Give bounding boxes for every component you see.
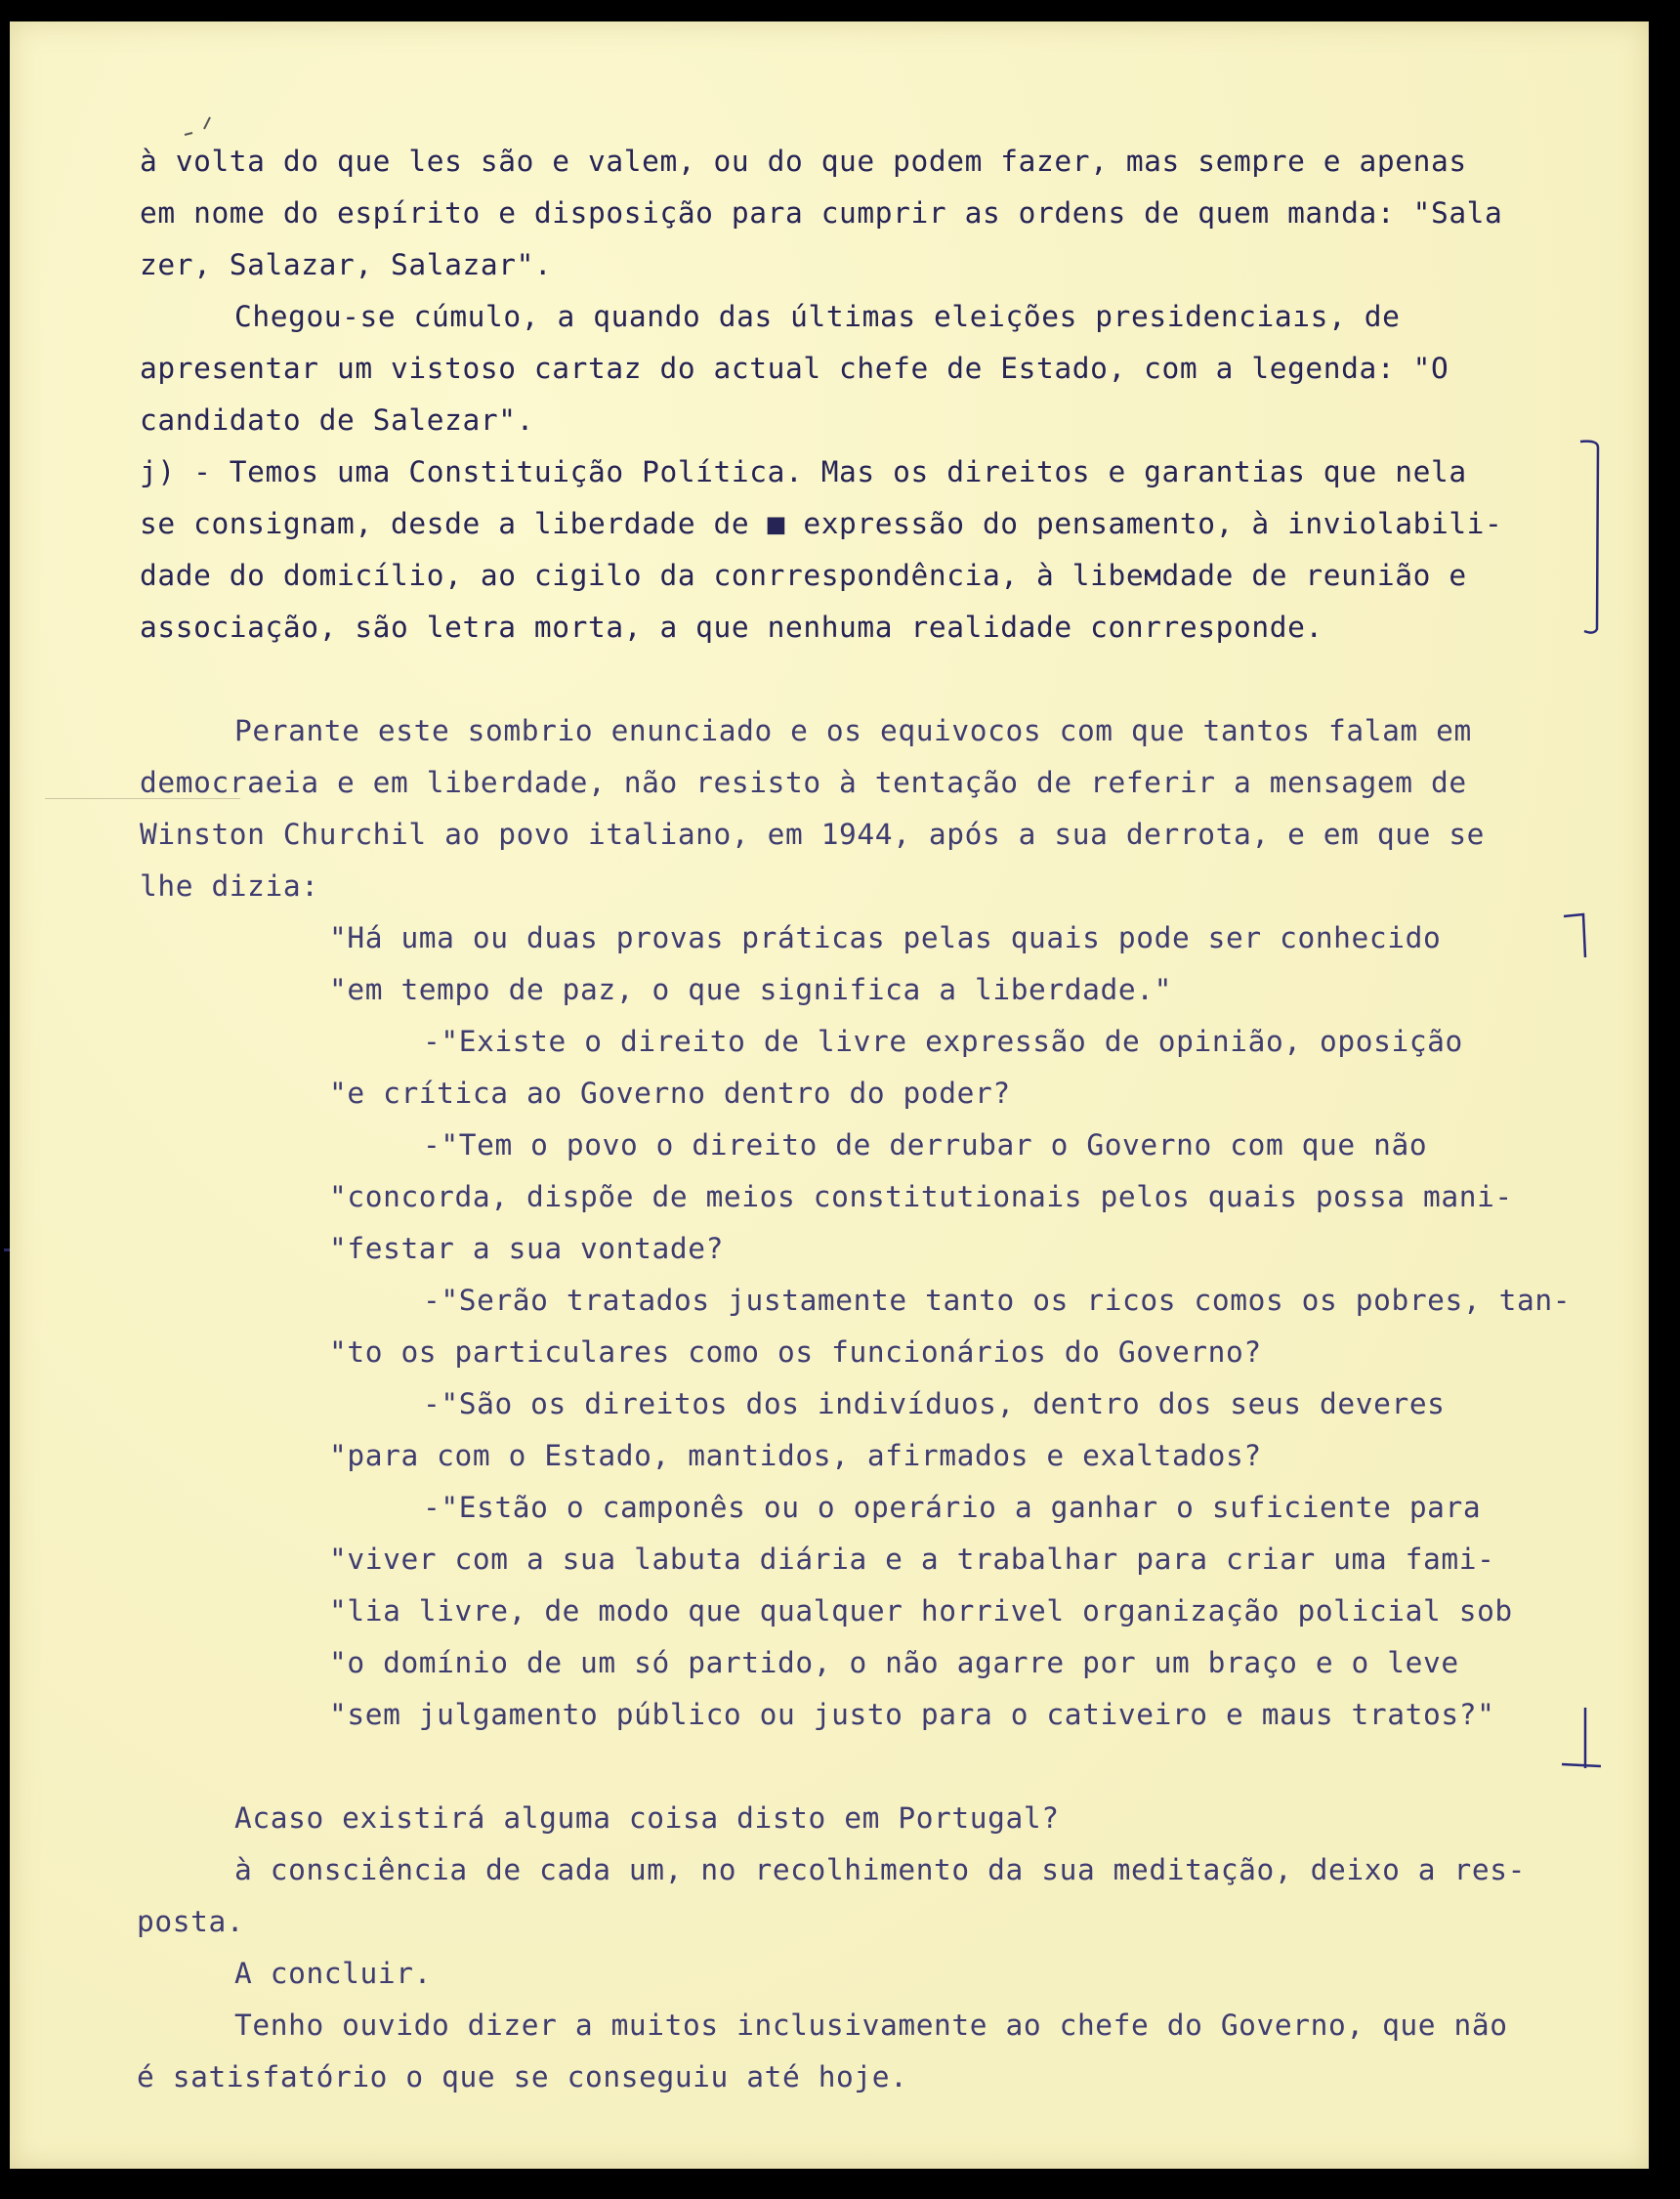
quote-line-14: "lia livre, de modo que qualquer horrivel organização policial sob: [329, 1594, 1513, 1628]
text-line-13: Winston Churchil ao povo italiano, em 1944, após a sua derrota, e em que se: [140, 818, 1486, 851]
pen-bracket-quote-top: [1558, 907, 1597, 965]
typewritten-page: [10, 21, 1649, 2169]
quote-line-12: -"Estão o camponês ou o operário a ganhar o suficiente para: [423, 1491, 1482, 1524]
quote-line-15: "o domínio de um só partido, o não agarre por um braço e o leve: [329, 1646, 1459, 1679]
text-line-11: Perante este sombrio enunciado e os equivocos com que tantos falam em: [234, 714, 1472, 747]
edge-mark: [4, 1248, 10, 1251]
text-line-2: em nome do espírito e disposição para cumprir as ordens de quem manda: "Sala: [140, 196, 1503, 230]
stray-pen-mark: [181, 109, 220, 139]
quote-line-5: -"Tem o povo o direito de derrubar o Governo com que não: [423, 1128, 1428, 1162]
pen-bracket-quote-bottom: [1558, 1702, 1607, 1780]
text-line-14: lhe dizia:: [140, 869, 319, 903]
quote-line-9: "to os particulares como os funcionários do Governo?: [329, 1335, 1262, 1369]
text-line-7: j) - Temos uma Constituição Política. Mas os direitos e garantias que nela: [140, 455, 1467, 488]
pen-bracket-right: [1573, 434, 1612, 639]
text-line-12: democraeia e em liberdade, não resisto à tentação de referir a mensagem de: [140, 766, 1467, 799]
text-line-17: posta.: [137, 1905, 245, 1938]
quote-line-8: -"Serão tratados justamente tanto os ricos comos os pobres, tan-: [423, 1284, 1572, 1317]
quote-line-16: "sem julgamento público ou justo para o cativeiro e maus tratos?": [329, 1698, 1495, 1731]
quote-line-2: "em tempo de paz, o que significa a liberdade.": [329, 973, 1172, 1006]
quote-line-11: "para com o Estado, mantidos, afirmados e exaltados?: [329, 1439, 1262, 1472]
quote-line-10: -"São os direitos dos indivíduos, dentro dos seus deveres: [423, 1387, 1446, 1420]
text-line-18: A concluir.: [234, 1957, 432, 1990]
text-line-3: zer, Salazar, Salazar".: [140, 248, 553, 281]
quote-line-7: "festar a sua vontade?: [329, 1232, 724, 1265]
text-line-19: Tenho ouvido dizer a muitos inclusivamente ao chefe do Governo, que não: [234, 2009, 1508, 2042]
quote-line-4: "e crítica ao Governo dentro do poder?: [329, 1077, 1011, 1110]
text-line-9: dade do domicílio, ao cigilo da conrrespondência, à libeмdade de reunião e: [140, 559, 1467, 592]
quote-line-3: -"Existe o direito de livre expressão de opinião, oposição: [423, 1025, 1463, 1058]
quote-line-13: "viver com a sua labuta diária e a trabalhar para criar uma fami-: [329, 1543, 1495, 1576]
text-line-20: é satisfatório o que se conseguiu até hoje.: [137, 2060, 908, 2093]
quote-line-1: "Há uma ou duas provas práticas pelas quais pode ser conhecido: [329, 921, 1442, 954]
text-line-6: candidato de Salezar".: [140, 403, 534, 437]
text-line-15: Acaso existirá alguma coisa disto em Portugal?: [234, 1801, 1060, 1835]
quote-line-6: "concorda, dispõe de meios constitutionais pelos quais possa mani-: [329, 1180, 1513, 1213]
text-line-10: associação, são letra morta, a que nenhuma realidade conrresponde.: [140, 611, 1323, 644]
text-line-4: Chegou-se cúmulo, a quando das últimas eleições presidenciaıs, de: [234, 300, 1401, 333]
text-line-16: à consciência de cada um, no recolhimento da sua meditação, deixo a res-: [234, 1853, 1526, 1886]
text-line-1: à volta do que les são e valem, ou do que podem fazer, mas sempre e apenas: [140, 145, 1467, 178]
text-line-5: apresentar um vistoso cartaz do actual chefe de Estado, com a legenda: "O: [140, 352, 1449, 385]
text-line-8: se consignam, desde a liberdade de ■ expressão do pensamento, à inviolabili-: [140, 507, 1503, 540]
